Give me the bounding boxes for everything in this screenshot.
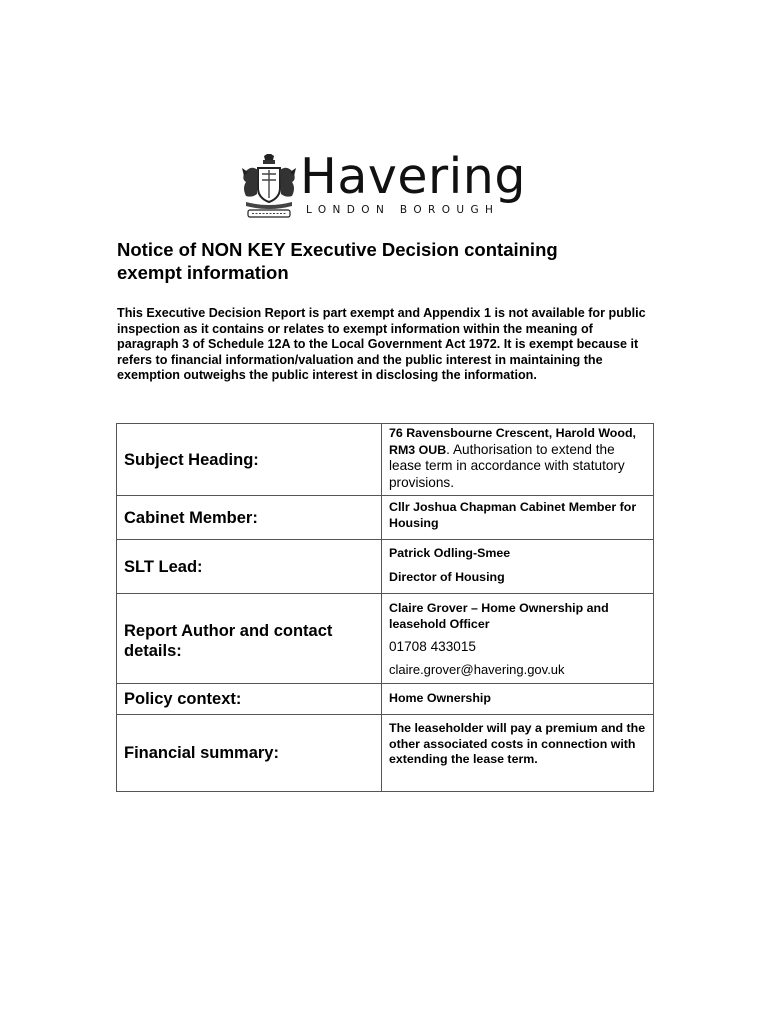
slt-lead-label: SLT Lead: bbox=[117, 540, 382, 594]
logo-wordmark: Havering bbox=[300, 148, 526, 205]
havering-logo bbox=[240, 150, 530, 222]
coat-of-arms-icon bbox=[240, 154, 298, 218]
subject-heading-label: Subject Heading: bbox=[117, 424, 382, 496]
table-row-subject bbox=[117, 424, 654, 496]
notice-title bbox=[117, 238, 657, 284]
policy-context-label: Policy context: bbox=[117, 684, 382, 715]
exemption-statement: This Executive Decision Report is part exempt and Appendix 1 is not available for public inspection as it contains or relates to exempt information within the meaning of paragraph 3 of Schedule 12A to the Local Government Act 1972. It is exempt because it refers to financial information/valuation and the public interest in maintaining the exemption outweighs the public interest in disclosing the information. bbox=[117, 306, 646, 383]
policy-context-value: Home Ownership bbox=[382, 684, 654, 715]
logo-subtitle: LONDON BOROUGH bbox=[306, 204, 500, 216]
subject-description: . Authorisation to extend the lease term in accordance with statutory provisions. bbox=[389, 441, 625, 490]
table-row-author bbox=[117, 594, 654, 684]
subject-heading-value bbox=[382, 424, 654, 496]
report-author-phone: 01708 433015 bbox=[389, 639, 476, 654]
notice-title-line1: Notice of NON KEY Executive Decision containing bbox=[117, 239, 558, 260]
slt-lead-value bbox=[382, 540, 654, 594]
notice-title-line2: exempt information bbox=[117, 262, 289, 283]
slt-lead-name: Patrick Odling-Smee bbox=[389, 546, 511, 560]
decision-details-table bbox=[116, 423, 654, 792]
table-row-policy bbox=[117, 684, 654, 715]
report-author-name: Claire Grover – Home Ownership and leasehold Officer bbox=[389, 601, 609, 631]
financial-summary-value: The leaseholder will pay a premium and the other associated costs in connection with extending the lease term. bbox=[382, 715, 654, 792]
report-author-label: Report Author and contact details: bbox=[117, 594, 382, 684]
table-row-financial bbox=[117, 715, 654, 792]
table-row-cabinet bbox=[117, 496, 654, 540]
table-row-slt bbox=[117, 540, 654, 594]
report-author-email: claire.grover@havering.gov.uk bbox=[389, 662, 565, 677]
subject-address: 76 Ravensbourne Crescent, Harold Wood, RM3 OUB bbox=[389, 426, 636, 457]
financial-summary-label: Financial summary: bbox=[117, 715, 382, 792]
cabinet-member-value: Cllr Joshua Chapman Cabinet Member for Housing bbox=[382, 496, 654, 540]
report-author-value bbox=[382, 594, 654, 684]
cabinet-member-label: Cabinet Member: bbox=[117, 496, 382, 540]
slt-lead-role: Director of Housing bbox=[389, 569, 505, 584]
